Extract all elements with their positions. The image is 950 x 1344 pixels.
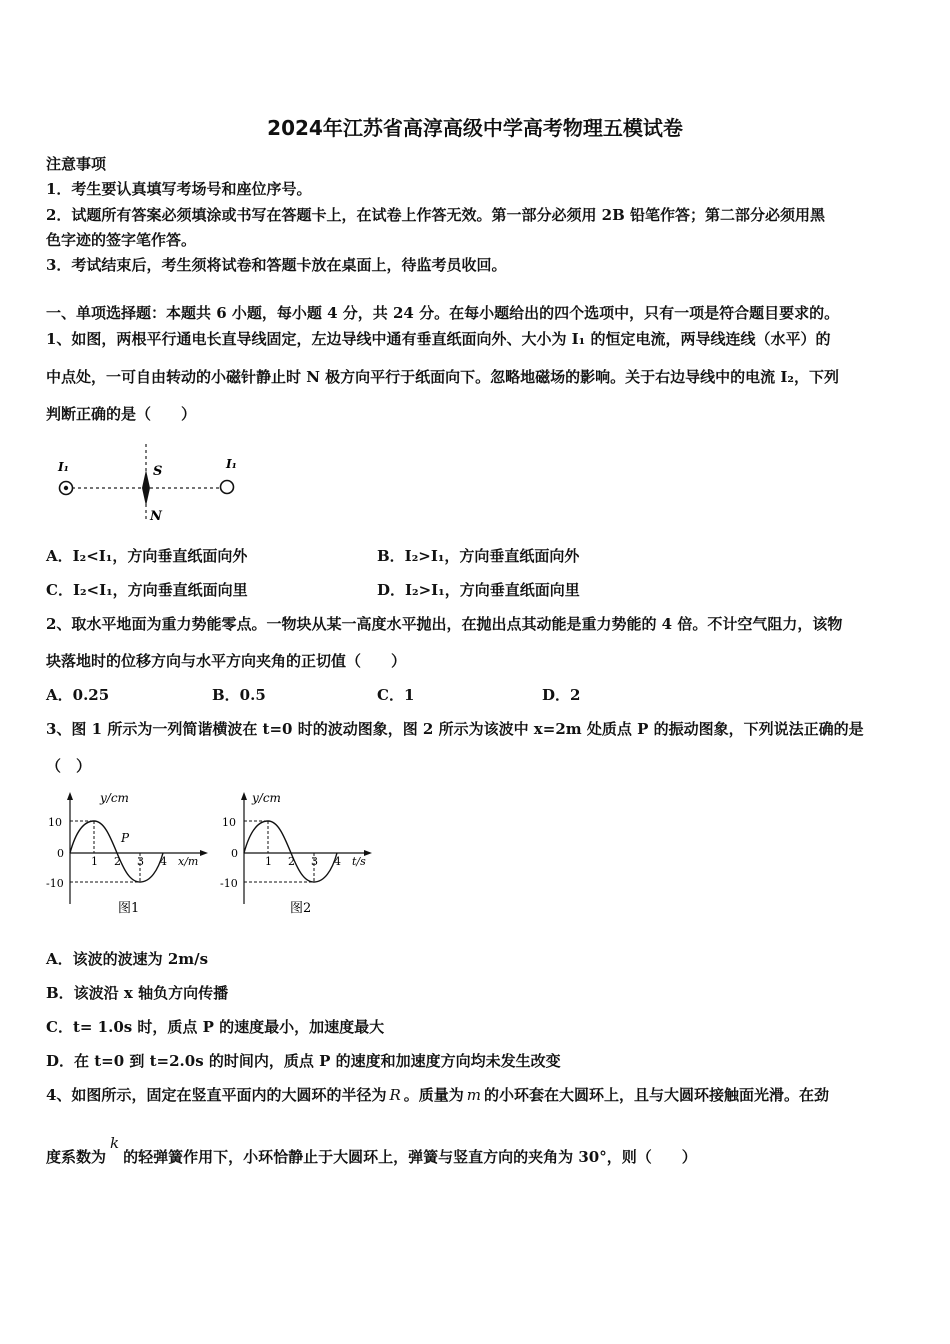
q1-option-a: A．I₂<I₁，方向垂直纸面向外 (46, 547, 248, 565)
q3-option-c: C．t= 1.0s 时，质点 P 的速度最小，加速度最大 (46, 1018, 385, 1036)
label-left-current: I₁ (58, 460, 69, 474)
section-heading: 一、单项选择题：本题共 6 小题，每小题 4 分，共 24 分。在每小题给出的四个选项中，只有一项是符合题目要求的。 (46, 304, 840, 322)
q3-vibration-graph (218, 786, 378, 920)
q2-option-b: B．0.5 (212, 686, 266, 704)
y-tick-label: 10 (48, 816, 62, 829)
compass-needle-icon (142, 470, 150, 506)
q4-stem-line (46, 1134, 908, 1167)
x-tick-label: 1 (91, 855, 98, 868)
x-tick-label: 2 (114, 855, 121, 868)
x-tick-label: 4 (160, 855, 167, 868)
symbol-k: k (110, 1134, 120, 1152)
x-tick-label: 3 (311, 855, 318, 868)
q1-option-c: C．I₂<I₁，方向垂直纸面向里 (46, 581, 248, 599)
wave-curve (70, 821, 163, 882)
y-tick-label: -10 (220, 877, 238, 890)
y-tick-label: -10 (46, 877, 64, 890)
q2-option-c: C．1 (377, 686, 415, 704)
x-tick-label: 2 (288, 855, 295, 868)
figure-caption: 图2 (290, 901, 312, 916)
notice-item: 色字迹的签字笔作答。 (46, 231, 197, 249)
notice-heading: 注意事项 (46, 155, 107, 173)
notice-item: 3．考试结束后，考生须将试卷和答题卡放在桌面上，待监考员收回。 (46, 256, 507, 274)
q3-wave-graph (44, 786, 210, 920)
q4-text: 的小环套在大圆环上，且与大圆环接触面光滑。在劲 (484, 1086, 830, 1104)
q2-stem-line: 块落地时的位移方向与水平方向夹角的正切值（ ） (46, 652, 407, 670)
q4-text: 的轻弹簧作用下，小环恰静止于大圆环上，弹簧与竖直方向的夹角为 30°，则（ ） (123, 1148, 697, 1166)
y-tick-label: 10 (222, 816, 236, 829)
q1-option-d: D．I₂>I₁，方向垂直纸面向里 (377, 581, 580, 599)
q1-stem-line: 判断正确的是（ ） (46, 405, 197, 423)
q3-option-d: D．在 t=0 到 t=2.0s 的时间内，质点 P 的速度和加速度方向均未发生改变 (46, 1052, 561, 1070)
q1-stem-line: 1、如图，两根平行通电长直导线固定，左边导线中通有垂直纸面向外、大小为 I₁ 的恒定电流，两导线连线（水平）的 (46, 330, 831, 348)
notice-item: 1．考生要认真填写考场号和座位序号。 (46, 180, 312, 198)
vibration-curve (244, 821, 337, 882)
notice-item: 2．试题所有答案必须填涂或书写在答题卡上，在试卷上作答无效。第一部分必须用 2B 铅笔作答；第二部分必须用黑 (46, 206, 826, 224)
q1-stem-line: 中点处，一可自由转动的小磁针静止时 N 极方向平行于纸面向下。忽略地磁场的影响。关于右边导线中的电流 I₂，下列 (46, 368, 839, 386)
symbol-m: m (466, 1086, 481, 1104)
label-needle-s: S (153, 464, 163, 479)
q2-option-d: D．2 (542, 686, 581, 704)
exam-title: 2024年江苏省高淳高级中学高考物理五模试卷 (267, 116, 683, 140)
q3-stem-line: （ ） (46, 757, 92, 775)
q3-stem-line: 3、图 1 所示为一列简谐横波在 t=0 时的波动图象，图 2 所示为该波中 x=2m 处质点 P 的振动图象，下列说法正确的是 (46, 720, 864, 738)
q2-option-a: A．0.25 (46, 686, 110, 704)
y-axis-label: y/cm (252, 791, 281, 805)
y-tick-label: 0 (231, 847, 238, 860)
q3-option-b: B．该波沿 x 轴负方向传播 (46, 984, 229, 1002)
point-p-label: P (121, 831, 130, 845)
label-needle-n: N (150, 509, 162, 524)
label-right-current: I₁ (226, 457, 237, 471)
q1-wire-figure (46, 442, 246, 528)
x-axis-label: t/s (352, 855, 366, 868)
x-axis-label: x/m (178, 855, 199, 868)
q4-text: 度系数为 (46, 1148, 107, 1166)
q3-option-a: A．该波的波速为 2m/s (46, 950, 209, 968)
y-axis-label: y/cm (100, 791, 129, 805)
x-tick-label: 1 (265, 855, 272, 868)
x-tick-label: 4 (334, 855, 341, 868)
q1-option-b: B．I₂>I₁，方向垂直纸面向外 (377, 547, 580, 565)
right-wire-icon (221, 481, 234, 494)
q2-stem-line: 2、取水平地面为重力势能零点。一物块从某一高度水平抛出，在抛出点其动能是重力势能的 4 倍。不计空气阻力，该物 (46, 615, 843, 633)
y-tick-label: 0 (57, 847, 64, 860)
x-tick-label: 3 (137, 855, 144, 868)
figure-caption: 图1 (118, 901, 140, 916)
q4-text: 。质量为 (403, 1086, 464, 1104)
symbol-r: R (389, 1086, 401, 1104)
q4-text: 4、如图所示，固定在竖直平面内的大圆环的半径为 (46, 1086, 387, 1104)
q4-stem-line (46, 1084, 908, 1105)
